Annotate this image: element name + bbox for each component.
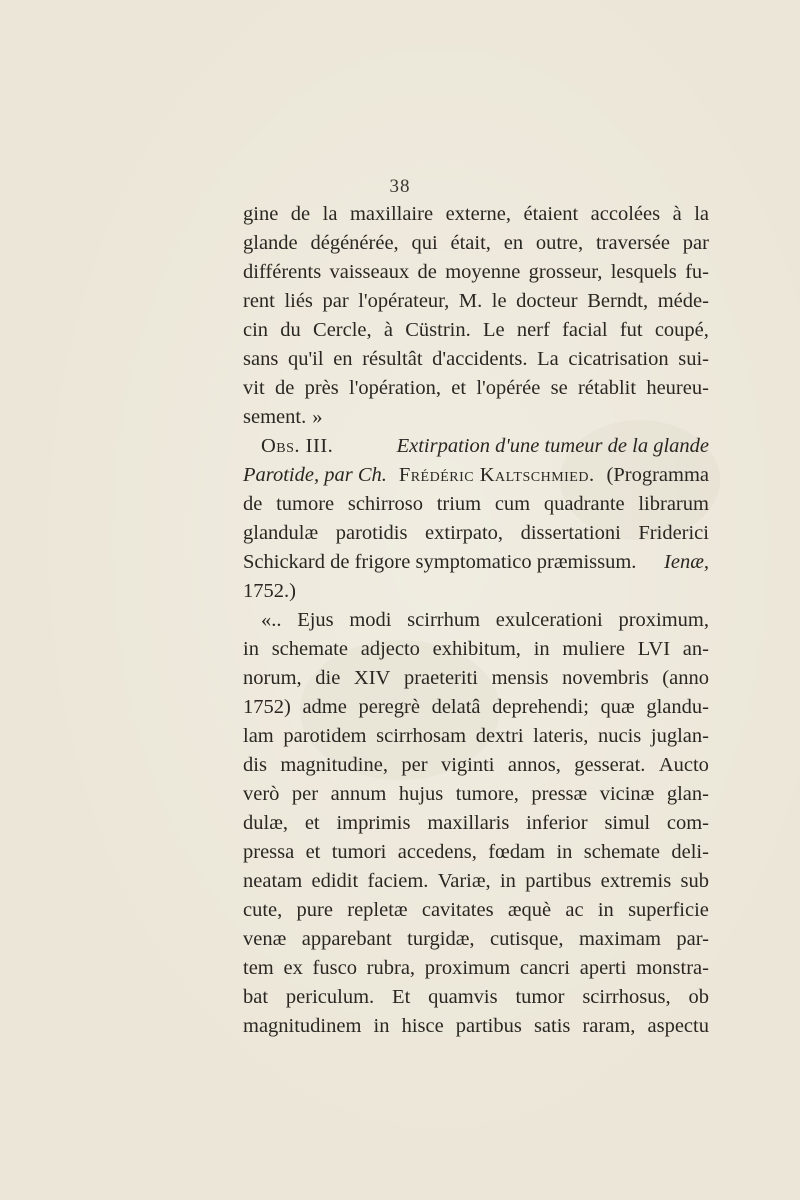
body-text — [243, 200, 709, 1041]
source-line — [243, 548, 709, 577]
source-place: Ienæ, — [664, 551, 709, 573]
text-line: «.. Ejus modi scirrhum exulcerationi proximum, — [261, 609, 709, 631]
obs-heading-line-2 — [243, 461, 709, 490]
text-line: gine de la maxillaire externe, étaient accolées à la — [243, 203, 709, 225]
text-line: venæ apparebant turgidæ, cutisque, maximam par- — [243, 928, 709, 950]
text-line: tem ex fusco rubra, proximum cancri aperti monstra- — [243, 957, 709, 979]
page-number: 38 — [389, 176, 411, 197]
text-line: différents vaisseaux de moyenne grosseur, lesquels fu- — [243, 261, 709, 283]
obs-author: Frédéric Kaltschmied. — [398, 464, 595, 486]
text-line: in schemate adjecto exhibitum, in muliere LVI an- — [243, 638, 709, 660]
text-line: dis magnitudine, per viginti annos, gesserat. Aucto — [243, 754, 709, 776]
text-line: 1752) adme peregrè delatâ deprehendi; quæ glandu- — [243, 696, 709, 718]
obs-label: Obs. III. — [261, 435, 334, 457]
text-line: lam parotidem scirrhosam dextri lateris, nucis juglan- — [243, 725, 709, 747]
text-line: dulæ, et imprimis maxillaris inferior simul com- — [243, 812, 709, 834]
text-line: magnitudinem in hisce partibus satis raram, aspectu — [243, 1015, 709, 1037]
text-line: glande dégénérée, qui était, en outre, traversée par — [243, 232, 709, 254]
text-line: cin du Cercle, à Cüstrin. Le nerf facial fut coupé, — [243, 319, 709, 341]
text-line: 1752.) — [243, 580, 296, 602]
obs-title: Extirpation d'une tumeur de la glande — [396, 435, 709, 457]
text-line: cute, pure repletæ cavitates æquè ac in superficie — [243, 899, 709, 921]
obs-source: (Programma — [606, 464, 709, 486]
text-line: vit de près l'opération, et l'opérée se rétablit heureu- — [243, 377, 709, 399]
text-line: bat periculum. Et quamvis tumor scirrhosus, ob — [243, 986, 709, 1008]
text-line: de tumore schirroso trium cum quadrante librarum — [243, 493, 709, 515]
text-line: pressa et tumori accedens, fœdam in schemate deli- — [243, 841, 709, 863]
obs-heading-line — [243, 432, 709, 461]
text-line: verò per annum hujus tumore, pressæ vicinæ glan- — [243, 783, 709, 805]
obs-title-cont: Parotide, par Ch. — [243, 464, 387, 486]
text-line: rent liés par l'opérateur, M. le docteur Berndt, méde- — [243, 290, 709, 312]
text-line: neatam edidit faciem. Variæ, in partibus extremis sub — [243, 870, 709, 892]
text-line: sans qu'il en résultât d'accidents. La cicatrisation sui- — [243, 348, 709, 370]
text-line: glandulæ parotidis extirpato, dissertationi Friderici — [243, 522, 709, 544]
text-line: norum, die XIV praeteriti mensis novembris (anno — [243, 667, 709, 689]
source-text: Schickard de frigore symptomatico præmissum. — [243, 551, 637, 573]
text-line: sement. » — [243, 406, 323, 428]
